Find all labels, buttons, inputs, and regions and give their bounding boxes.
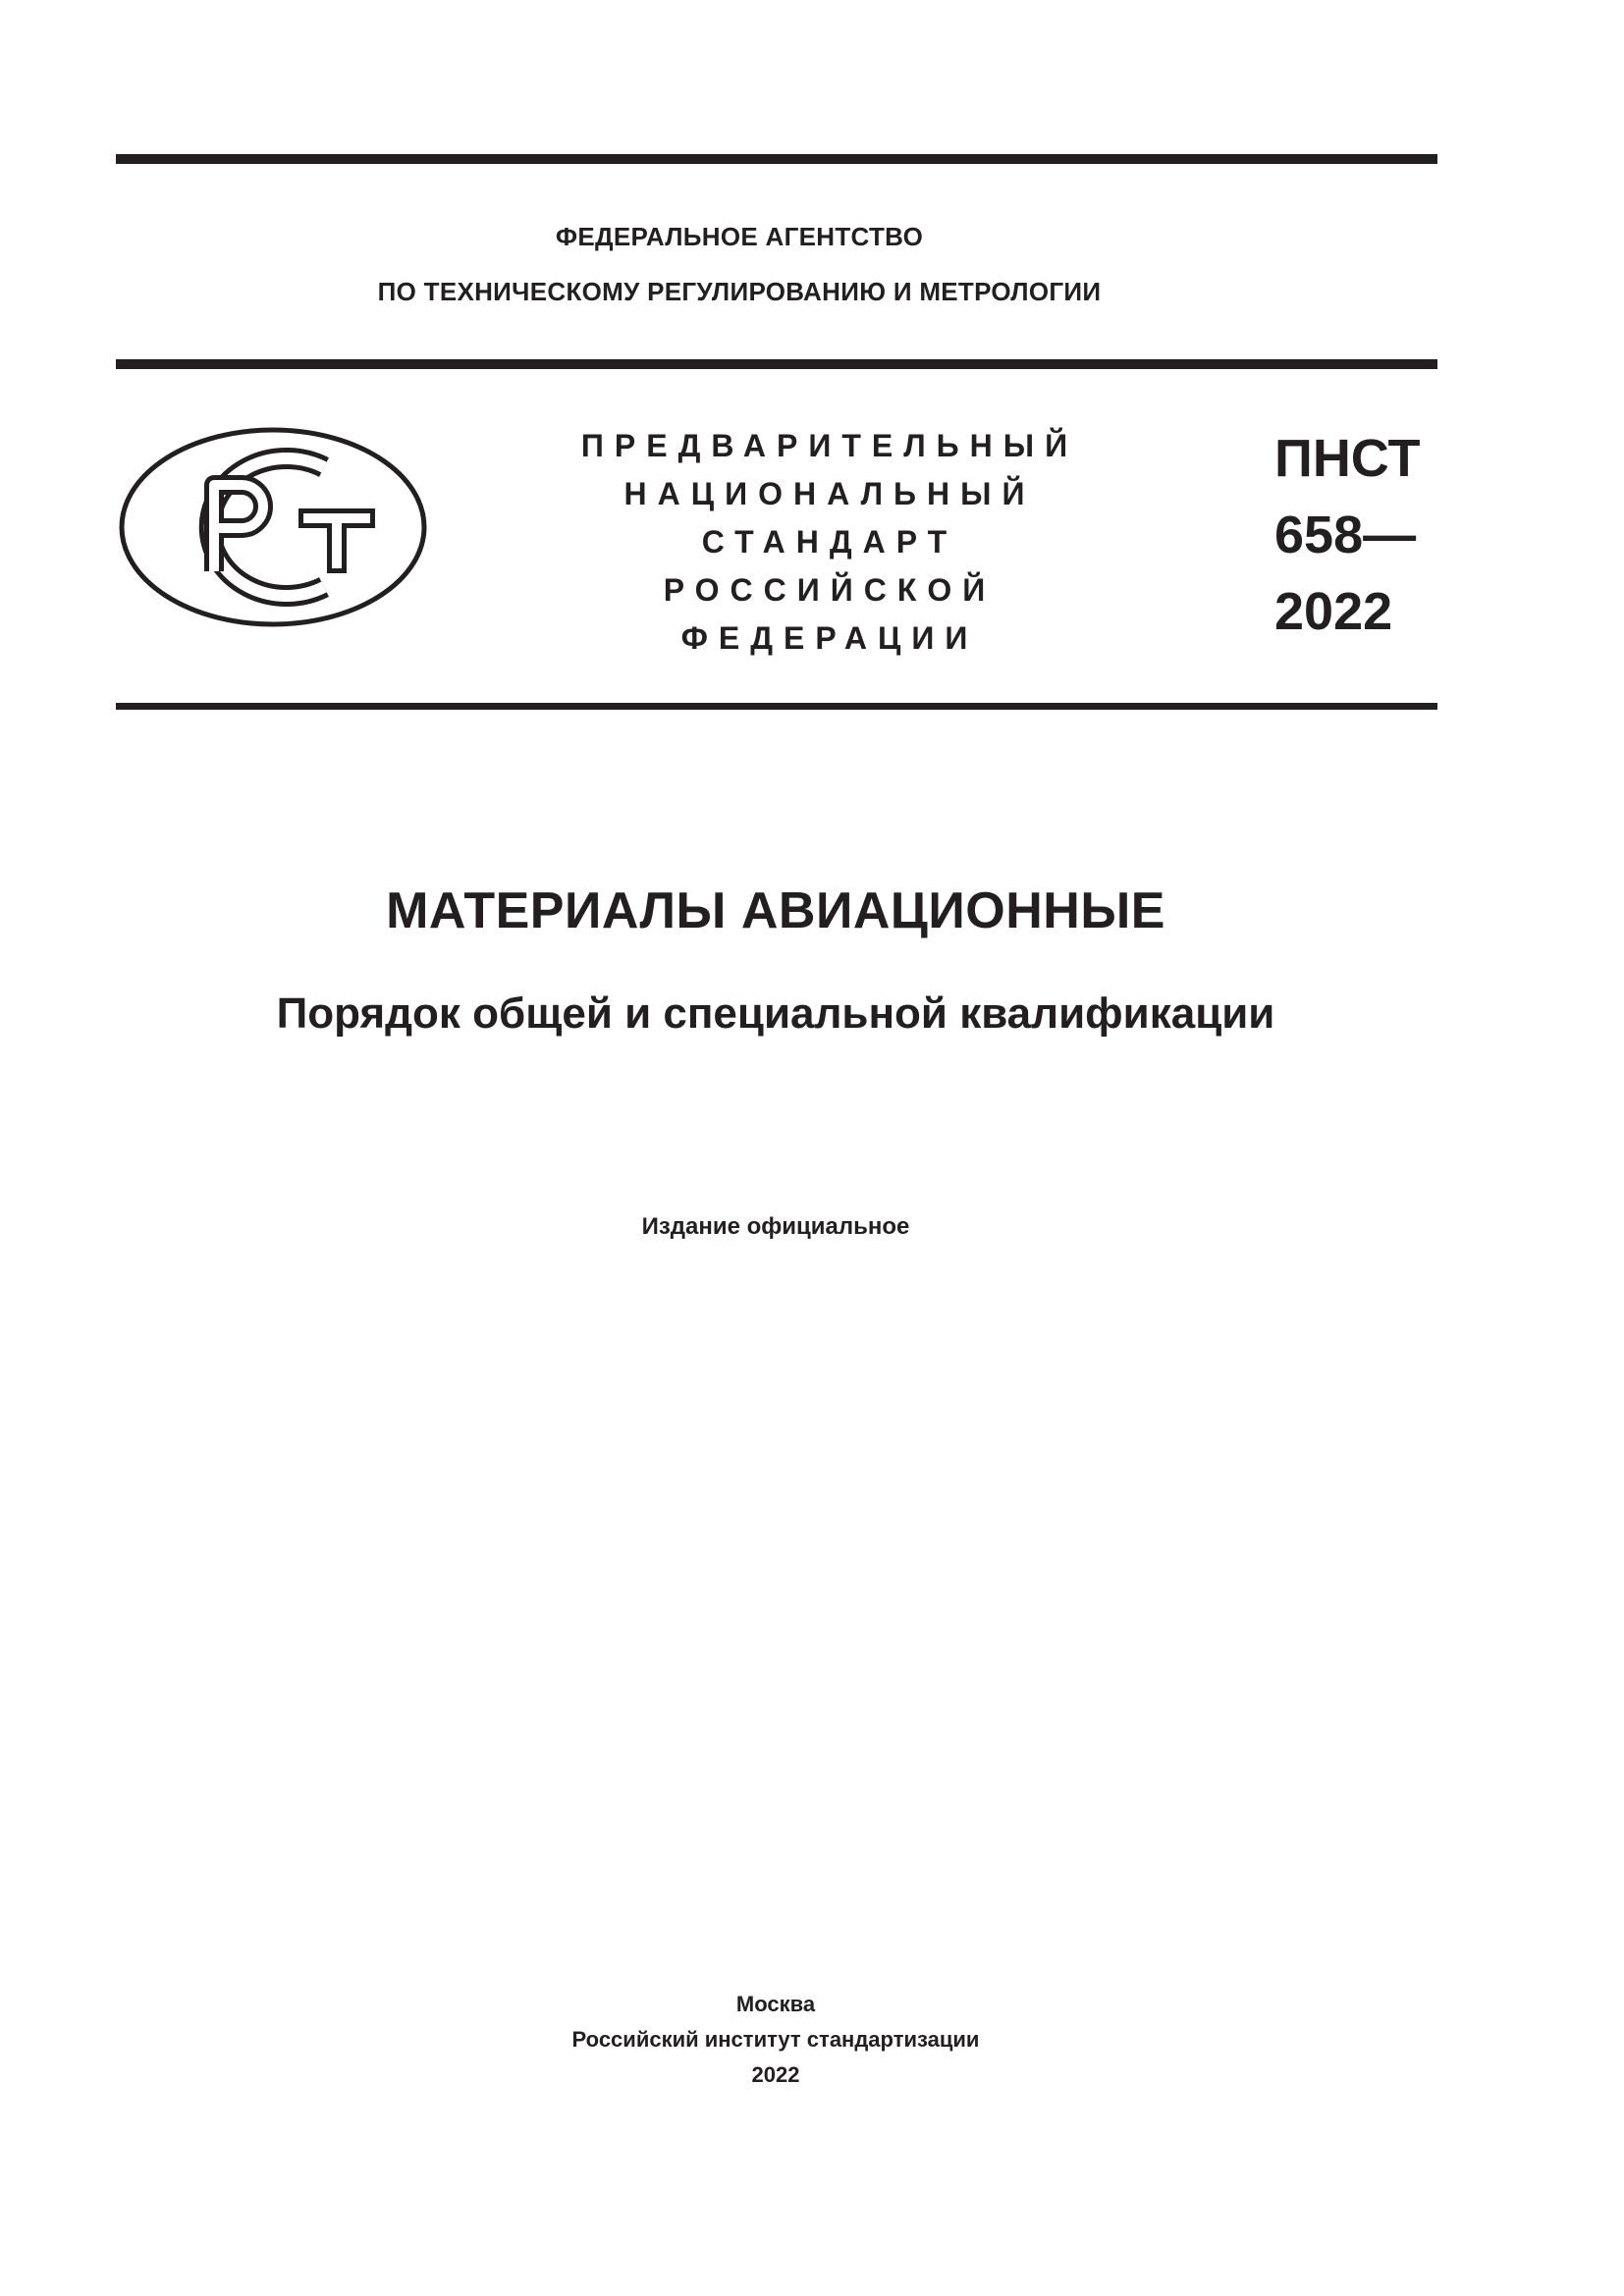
standard-type-line: ПРЕДВАРИТЕЛЬНЫЙ (580, 428, 1079, 463)
imprint-publisher: Российский институт стандартизации (571, 2027, 980, 2052)
standard-type-line: НАЦИОНАЛЬНЫЙ (623, 476, 1036, 511)
agency-line-2: ПО ТЕХНИЧЕСКОМУ РЕГУЛИРОВАНИЮ И МЕТРОЛОГИИ (377, 277, 1102, 306)
agency-line-1: ФЕДЕРАЛЬНОЕ АГЕНТСТВО (555, 222, 924, 251)
standard-code-line: ПНСТ (1274, 429, 1421, 488)
gost-r-logo-icon (116, 424, 430, 630)
standard-type-line: ФЕДЕРАЦИИ (680, 620, 979, 656)
standard-type (550, 422, 1110, 663)
top-rule (116, 154, 1437, 164)
imprint-city: Москва (735, 1992, 816, 2016)
imprint-year: 2022 (751, 2062, 800, 2087)
document-title: МАТЕРИАЛЫ АВИАЦИОННЫЕ (386, 882, 1165, 939)
edition-label: Издание официальное (641, 1213, 910, 1240)
header-rule (116, 359, 1437, 369)
standard-type-line: СТАНДАРТ (701, 524, 958, 560)
standard-type-line: РОССИЙСКОЙ (663, 572, 997, 608)
standard-code-line: 2022 (1274, 582, 1393, 641)
section-rule (116, 703, 1437, 710)
imprint (0, 1987, 1551, 2093)
document-subtitle: Порядок общей и специальной квалификации (276, 989, 1275, 1038)
standard-code-line: 658— (1274, 506, 1417, 564)
standard-code (1274, 420, 1420, 650)
